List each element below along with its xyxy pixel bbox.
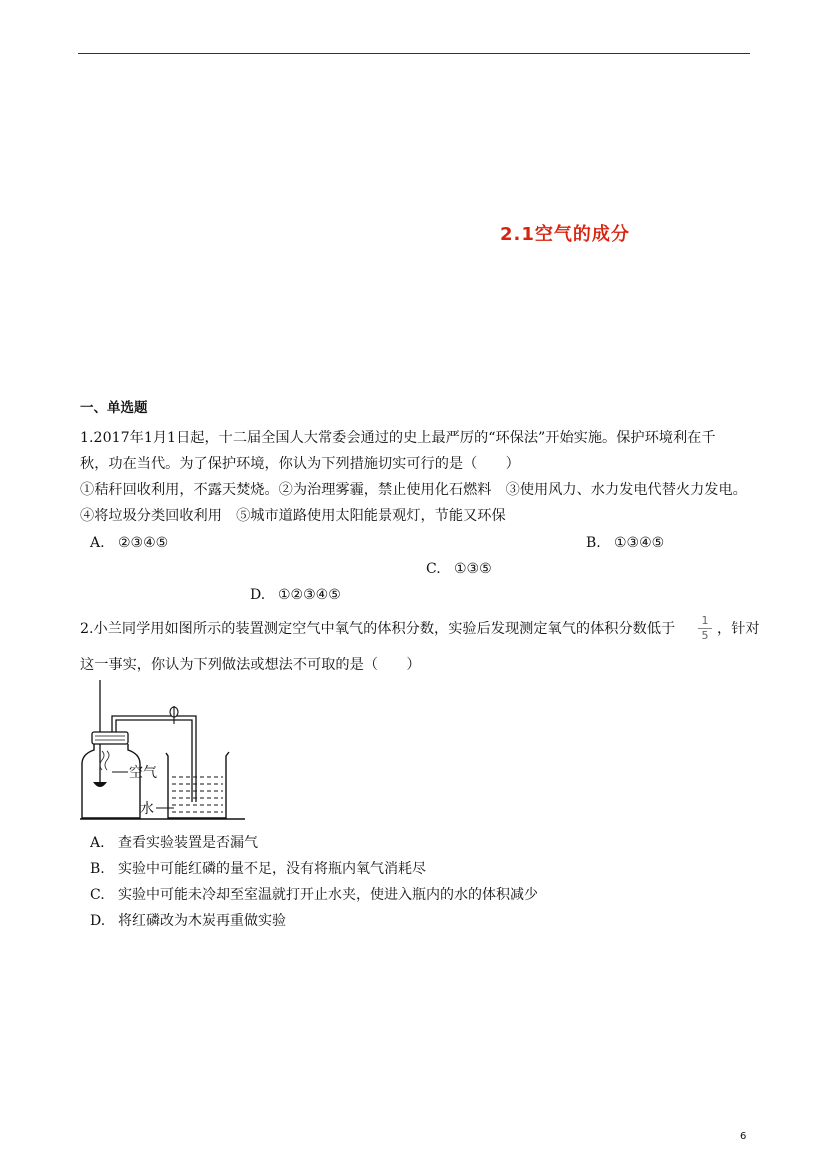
q2-stem-line-1-tail: ，针对 [717,621,760,637]
option-text: ②③④⑤ [118,535,169,551]
q1-option-b[interactable] [586,535,664,551]
option-text: ①②③④⑤ [278,587,341,603]
q2-option-c[interactable] [90,884,538,904]
option-key: C. [90,887,105,903]
q2-option-b[interactable] [90,858,426,878]
combustion-spoon [93,782,107,787]
option-key: A. [90,535,105,551]
gas-bottle [82,744,140,818]
option-text: 实验中可能红磷的量不足，没有将瓶内氧气消耗尽 [118,861,426,877]
option-key: D. [250,587,266,603]
header-rule [78,53,750,54]
option-text: ①③④⑤ [614,535,665,551]
q1-option-d[interactable] [250,587,341,603]
option-key: B. [90,861,105,877]
section-heading: 一、单选题 [80,400,148,416]
option-key: A. [90,835,105,851]
option-key: D. [90,913,106,929]
delivery-tube [112,716,196,802]
q2-stem-line-1: 2.小兰同学用如图所示的装置测定空气中氧气的体积分数，实验后发现测定氧气的体积分数低于 [80,621,676,637]
q1-option-a[interactable] [90,535,168,551]
q1-stem-line-2: 秋，功在当代。为了保护环境，你认为下列措施切实可行的是（ ） [80,456,520,472]
q2-stem-line-2: 这一事实，你认为下列做法或想法不可取的是（ ） [80,657,421,673]
q1-option-c[interactable] [426,561,492,577]
page-number: 6 [740,1131,747,1142]
option-text: 实验中可能未冷却至室温就打开止水夹，使进入瓶内的水的体积减少 [118,887,538,903]
fraction-denominator: 5 [701,629,709,642]
smoke-curl [105,751,109,770]
beaker [166,752,229,818]
air-label: 空气 [129,765,157,781]
option-text: 将红磷改为木炭再重做实验 [118,913,286,929]
fraction-numerator: 1 [701,614,709,627]
option-text: 查看实验装置是否漏气 [118,835,258,851]
q2-option-a[interactable] [90,832,258,852]
q1-stem-line-4: ④将垃圾分类回收利用 ⑤城市道路使用太阳能景观灯，节能又环保 [80,508,506,524]
q1-stem-line-1: 1.2017年1月1日起，十二届全国人大常委会通过的史上最严厉的“环保法”开始实施。保护环境利在千 [80,430,716,446]
q2-option-d[interactable] [90,910,286,930]
option-key: B. [586,535,601,551]
apparatus-diagram [78,678,248,826]
option-key: C. [426,561,441,577]
fraction-one-fifth [698,615,712,642]
option-text: ①③⑤ [454,561,492,577]
water-label: 水 [140,801,154,817]
bottle-stopper [92,732,128,744]
water-dashes [172,777,223,812]
apparatus-figure [78,678,248,830]
page-title: 2.1空气的成分 [500,224,630,245]
q1-stem-line-3: ①秸秆回收利用，不露天焚烧。②为治理雾霾，禁止使用化石燃料 ③使用风力、水力发电代替火力发电。 [80,482,747,498]
